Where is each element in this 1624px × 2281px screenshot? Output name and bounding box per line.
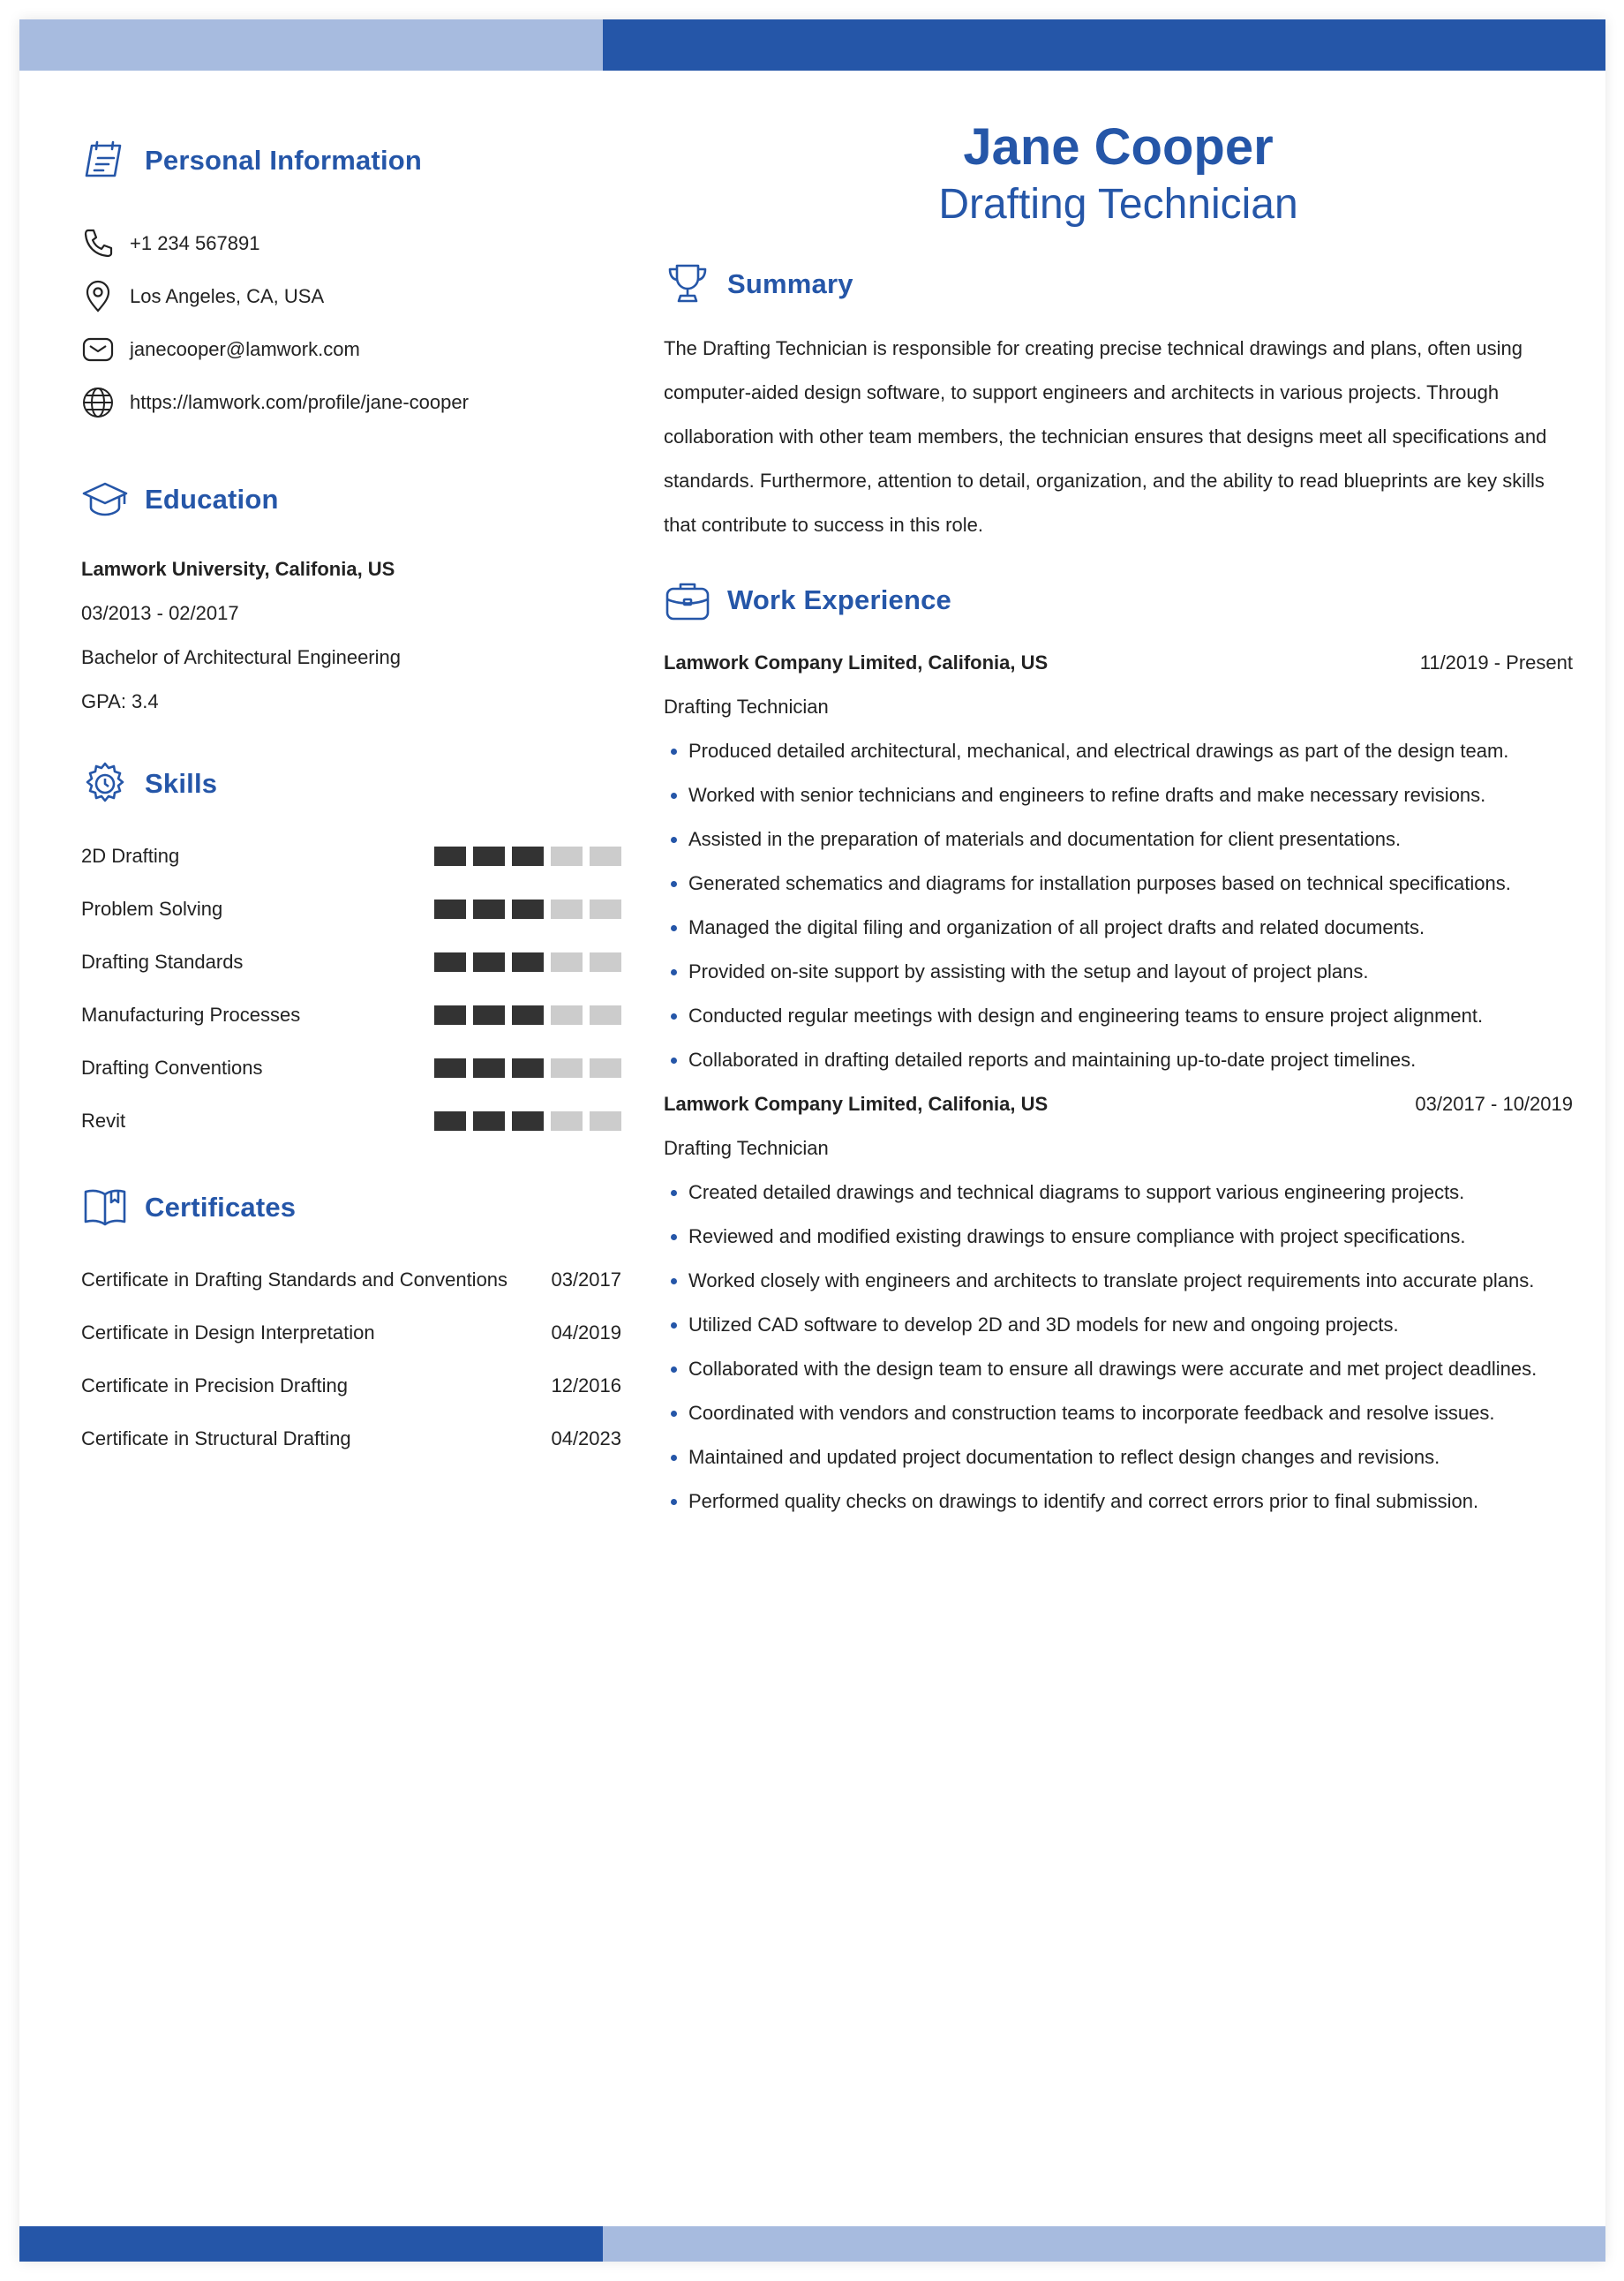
job-entry <box>664 641 1573 1082</box>
edu-degree: Bachelor of Architectural Engineering <box>81 646 401 668</box>
certificate-row <box>81 1306 621 1359</box>
bottom-band-light <box>603 2226 1605 2262</box>
skill-level-segment <box>473 900 505 919</box>
skill-level-segment <box>473 1111 505 1131</box>
skill-level-segment <box>551 847 583 866</box>
summary-line: collaboration with other team members, the technician ensures that designs meet all specifications and <box>664 425 1547 448</box>
certificate-list <box>81 1253 621 1465</box>
summary-line: The Drafting Technician is responsible for creating precise technical drawings and plans, often using <box>664 337 1523 359</box>
certificates-header <box>81 1181 621 1234</box>
job-role: Drafting Technician <box>664 696 829 718</box>
top-band-dark <box>603 19 1605 71</box>
job-entry <box>664 1082 1573 1524</box>
skill-level-segment <box>473 1005 505 1025</box>
website-text[interactable]: https://lamwork.com/profile/jane-cooper <box>130 391 469 413</box>
phone-text: +1 234 567891 <box>130 232 260 254</box>
certificate-row <box>81 1253 621 1306</box>
job-bullet: Collaborated with the design team to ensure all drawings were accurate and met project deadlines. <box>664 1347 1573 1391</box>
skill-level-segment <box>551 900 583 919</box>
gear-clock-icon <box>81 759 131 809</box>
certificate-date: 04/2023 <box>551 1427 621 1449</box>
skill-level-meter <box>434 1058 621 1078</box>
summary-line: computer-aided design software, to support engineers and architects in various projects. Through <box>664 381 1500 403</box>
certificate-name: Certificate in Drafting Standards and Conventions <box>81 1268 508 1291</box>
skill-level-meter <box>434 847 621 866</box>
skill-level-segment <box>434 1111 466 1131</box>
skill-level-segment <box>434 900 466 919</box>
skill-level-segment <box>590 847 621 866</box>
job-bullet: Produced detailed architectural, mechanical, and electrical drawings as part of the design team. <box>664 729 1573 773</box>
job-bullet: Worked closely with engineers and architects to translate project requirements into accurate plans. <box>664 1259 1573 1303</box>
skill-name: Drafting Conventions <box>81 1057 263 1079</box>
candidate-title: Drafting Technician <box>938 181 1298 228</box>
right-column <box>664 117 1573 1524</box>
education-header <box>81 473 621 526</box>
left-column <box>81 134 621 1465</box>
personal-info-header <box>81 134 621 187</box>
calendar-icon <box>81 136 131 185</box>
skill-level-segment <box>473 847 505 866</box>
skill-level-segment <box>512 1058 544 1078</box>
skill-level-segment <box>512 952 544 972</box>
contact-email <box>81 323 621 376</box>
contact-phone <box>81 217 621 270</box>
job-bullet: Collaborated in drafting detailed reports and maintaining up-to-date project timelines. <box>664 1038 1573 1082</box>
job-bullets <box>664 729 1573 1082</box>
skill-level-meter <box>434 900 621 919</box>
contact-location <box>81 270 621 323</box>
skill-row <box>81 989 621 1042</box>
certificate-name: Certificate in Precision Drafting <box>81 1374 349 1396</box>
edu-school: Lamwork University, Califonia, US <box>81 558 395 580</box>
location-pin-icon <box>81 279 117 314</box>
skills-heading: Skills <box>145 768 218 799</box>
job-company: Lamwork Company Limited, Califonia, US <box>664 651 1049 674</box>
phone-icon <box>81 226 117 261</box>
skill-level-segment <box>551 1058 583 1078</box>
job-bullet: Generated schematics and diagrams for installation purposes based on technical specifications. <box>664 862 1573 906</box>
skill-name: 2D Drafting <box>81 845 180 867</box>
certificate-date: 03/2017 <box>551 1268 621 1291</box>
email-icon <box>81 332 117 367</box>
skill-name: Drafting Standards <box>81 951 244 973</box>
skill-level-segment <box>512 900 544 919</box>
briefcase-icon <box>664 576 713 625</box>
skill-level-segment <box>551 1005 583 1025</box>
summary-heading: Summary <box>727 268 853 299</box>
skill-name: Problem Solving <box>81 898 223 920</box>
work-heading: Work Experience <box>727 584 951 615</box>
skill-row <box>81 883 621 936</box>
skill-level-segment <box>512 847 544 866</box>
email-text[interactable]: janecooper@lamwork.com <box>130 338 360 360</box>
skill-level-segment <box>473 1058 505 1078</box>
certificate-row <box>81 1412 621 1465</box>
job-dates: 11/2019 - Present <box>1419 651 1573 674</box>
contact-list <box>81 217 621 429</box>
resume-page <box>19 19 1605 2262</box>
graduation-cap-icon <box>81 475 131 524</box>
summary-line: standards. Furthermore, attention to detail, organization, and the ability to read blueprints are key skills <box>664 470 1545 492</box>
job-company: Lamwork Company Limited, Califonia, US <box>664 1093 1049 1115</box>
job-bullet: Coordinated with vendors and construction teams to incorporate feedback and resolve issues. <box>664 1391 1573 1435</box>
edu-gpa: GPA: 3.4 <box>81 690 159 712</box>
job-header <box>664 641 1573 685</box>
certificate-date: 04/2019 <box>551 1321 621 1344</box>
skill-level-segment <box>590 1111 621 1131</box>
edu-dates: 03/2013 - 02/2017 <box>81 602 239 624</box>
summary-line: that contribute to success in this role. <box>664 514 983 536</box>
skill-level-segment <box>434 847 466 866</box>
skills-header <box>81 757 621 810</box>
skill-level-segment <box>590 1005 621 1025</box>
skill-level-segment <box>512 1111 544 1131</box>
job-bullet: Managed the digital filing and organization of all project drafts and related documents. <box>664 906 1573 950</box>
job-bullet: Maintained and updated project documentation to reflect design changes and revisions. <box>664 1435 1573 1479</box>
skill-row <box>81 936 621 989</box>
education-entry <box>81 547 621 724</box>
skill-level-segment <box>434 1058 466 1078</box>
work-header <box>664 574 1573 627</box>
job-bullets <box>664 1171 1573 1524</box>
candidate-name: Jane Cooper <box>963 118 1274 176</box>
skill-name: Revit <box>81 1110 126 1132</box>
job-bullet: Provided on-site support by assisting with the setup and layout of project plans. <box>664 950 1573 994</box>
skill-level-segment <box>434 1005 466 1025</box>
location-text: Los Angeles, CA, USA <box>130 285 325 307</box>
top-band-light <box>19 19 603 71</box>
summary-text <box>664 327 1573 547</box>
skill-name: Manufacturing Processes <box>81 1004 301 1026</box>
job-role: Drafting Technician <box>664 1137 829 1159</box>
skill-level-segment <box>473 952 505 972</box>
skill-level-segment <box>512 1005 544 1025</box>
skill-row <box>81 830 621 883</box>
job-bullet: Conducted regular meetings with design and engineering teams to ensure project alignment. <box>664 994 1573 1038</box>
skill-level-segment <box>590 900 621 919</box>
skill-row <box>81 1095 621 1148</box>
job-bullet: Performed quality checks on drawings to identify and correct errors prior to final submission. <box>664 1479 1573 1524</box>
skill-level-segment <box>551 952 583 972</box>
job-bullet: Reviewed and modified existing drawings to ensure compliance with project specifications. <box>664 1215 1573 1259</box>
job-bullet: Worked with senior technicians and engineers to refine drafts and make necessary revisions. <box>664 773 1573 817</box>
skill-row <box>81 1042 621 1095</box>
skill-level-segment <box>590 1058 621 1078</box>
skills-list <box>81 830 621 1148</box>
skill-level-segment <box>551 1111 583 1131</box>
job-dates: 03/2017 - 10/2019 <box>1415 1093 1573 1115</box>
skill-level-meter <box>434 1111 621 1131</box>
certificate-name: Certificate in Structural Drafting <box>81 1427 351 1449</box>
skill-level-segment <box>434 952 466 972</box>
certificate-date: 12/2016 <box>551 1374 621 1396</box>
bottom-band-dark <box>19 2226 603 2262</box>
skill-level-meter <box>434 952 621 972</box>
book-icon <box>81 1183 131 1232</box>
trophy-icon <box>664 260 713 309</box>
skill-level-meter <box>434 1005 621 1025</box>
job-bullet: Created detailed drawings and technical diagrams to support various engineering projects. <box>664 1171 1573 1215</box>
job-bullet: Assisted in the preparation of materials and documentation for client presentations. <box>664 817 1573 862</box>
summary-header <box>664 258 1573 311</box>
job-bullet: Utilized CAD software to develop 2D and 3D models for new and ongoing projects. <box>664 1303 1573 1347</box>
certificates-heading: Certificates <box>145 1192 297 1223</box>
contact-website <box>81 376 621 429</box>
job-header <box>664 1082 1573 1126</box>
personal-info-heading: Personal Information <box>145 145 423 176</box>
certificate-row <box>81 1359 621 1412</box>
certificate-name: Certificate in Design Interpretation <box>81 1321 375 1344</box>
skill-level-segment <box>590 952 621 972</box>
education-heading: Education <box>145 484 279 515</box>
job-list <box>664 641 1573 1524</box>
globe-icon <box>81 385 117 420</box>
